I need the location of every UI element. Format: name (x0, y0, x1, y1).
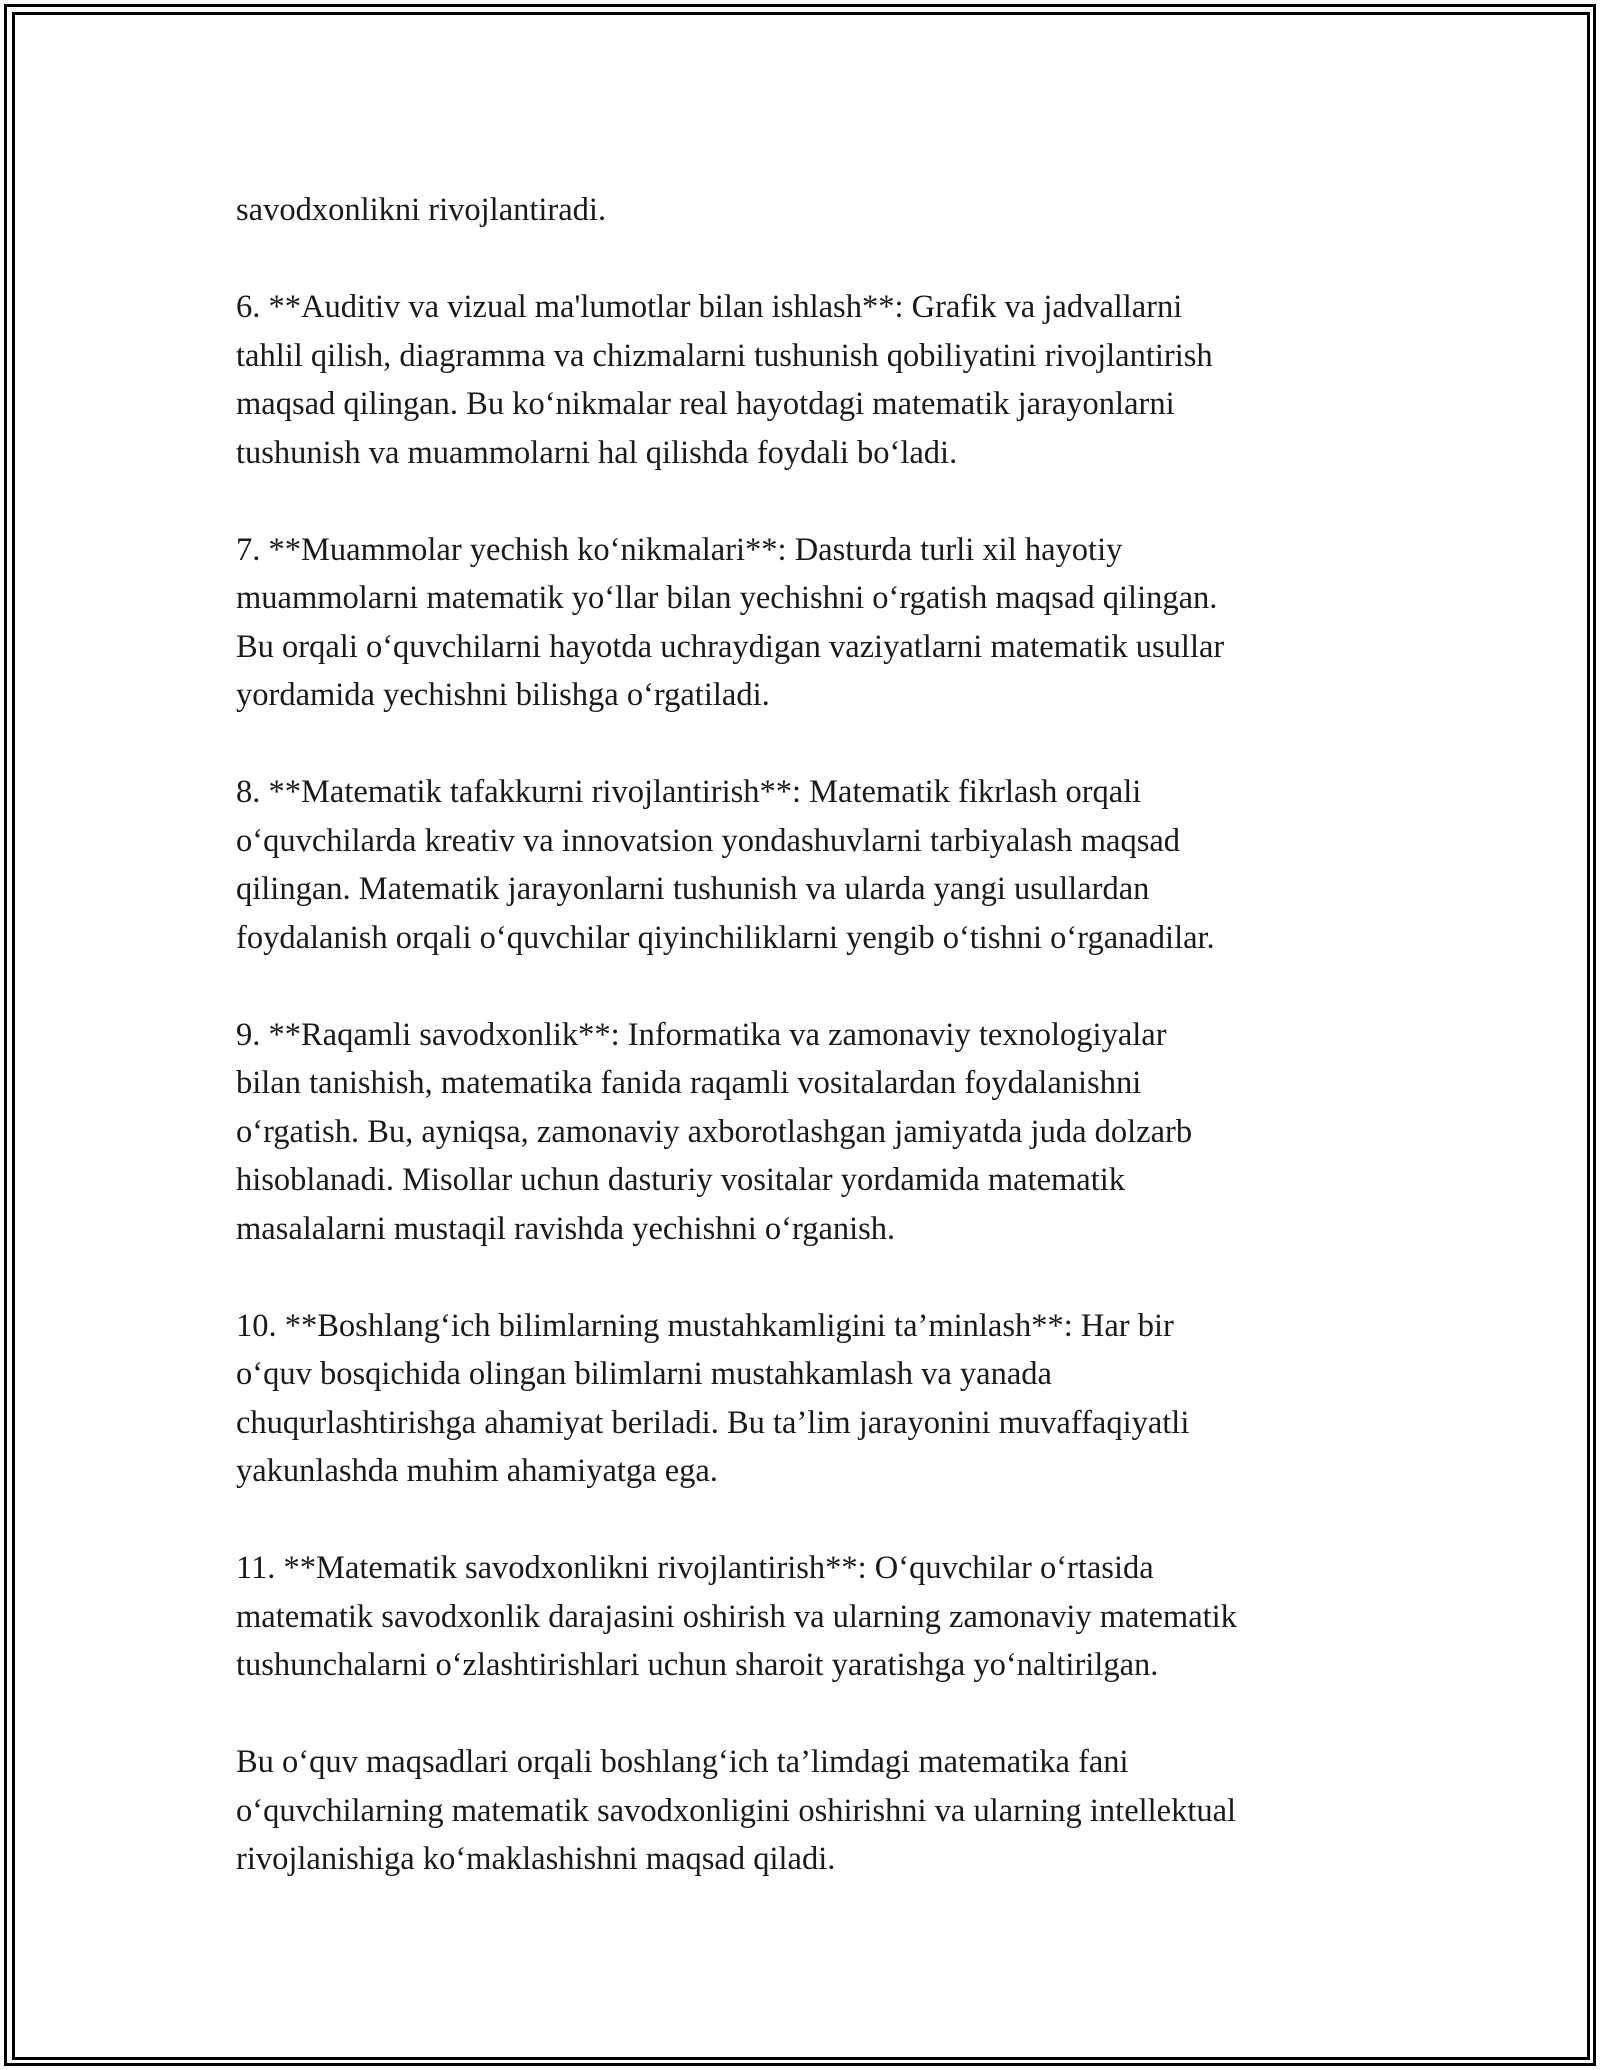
paragraph-item-9: 9. **Raqamli savodxonlik**: Informatika va zamonaviy texnologiyalar bilan tanishish, matematika fanida raqamli vositalardan foydalanishni o‘rgatish. Bu, ayniqsa, zamonaviy axborotlashgan jamiyatda juda dolzarb hisoblanadi. Misollar uchun dasturiy vositalar yordamida matematik masalalarni mustaqil ravishda yechishni o‘rganish. (236, 1016, 1193, 1247)
paragraph-item-8: 8. **Matematik tafakkurni rivojlantirish**: Matematik fikrlash orqali o‘quvchilarda kreativ va innovatsion yondashuvlarni tarbiyalash maqsad qilingan. Matematik jarayonlarni tushunish va ularda yangi usullardan foydalanish orqali o‘quvchilar qiyinchiliklarni yengib o‘tishni o‘rganadilar. (236, 774, 1215, 956)
paragraph-item-10: 10. **Boshlang‘ich bilimlarning mustahkamligini ta’minlash**: Har bir o‘quv bosqichida olingan bilimlarni mustahkamlash va yanada chuqurlashtirishga ahamiyat beriladi. Bu ta’lim jarayonini muvaffaqiyatli yakunlashda muhim ahamiyatga ega. (236, 1307, 1190, 1489)
document-body (236, 186, 1386, 1884)
paragraph-continuation: savodxonlikni rivojlantiradi. (236, 192, 607, 228)
paragraph-item-11: 11. **Matematik savodxonlikni rivojlantirish**: O‘quvchilar o‘rtasida matematik savodxonlik darajasini oshirish va ularning zamonaviy matematik tushunchalarni o‘zlashtirishlari uchun sharoit yaratishga yo‘naltirilgan. (236, 1550, 1237, 1683)
paragraph-item-7: 7. **Muammolar yechish ko‘nikmalari**: Dasturda turli xil hayotiy muammolarni matematik yo‘llar bilan yechishni o‘rgatish maqsad qilingan. Bu orqali o‘quvchilarni hayotda uchraydigan vaziyatlarni matematik usullar yordamida yechishni bilishga o‘rgatiladi. (236, 531, 1225, 713)
paragraph-conclusion: Bu o‘quv maqsadlari orqali boshlang‘ich ta’limdagi matematika fani o‘quvchilarning matematik savodxonligini oshirishni va ularning intellektual rivojlanishiga ko‘maklashishni maqsad qiladi. (236, 1744, 1237, 1877)
paragraph-item-6: 6. **Auditiv va vizual ma'lumotlar bilan ishlash**: Grafik va jadvallarni tahlil qilish, diagramma va chizmalarni tushunish qobiliyatini rivojlantirish maqsad qilingan. Bu ko‘nikmalar real hayotdagi matematik jarayonlarni tushunish va muammolarni hal qilishda foydali bo‘ladi. (236, 289, 1213, 471)
